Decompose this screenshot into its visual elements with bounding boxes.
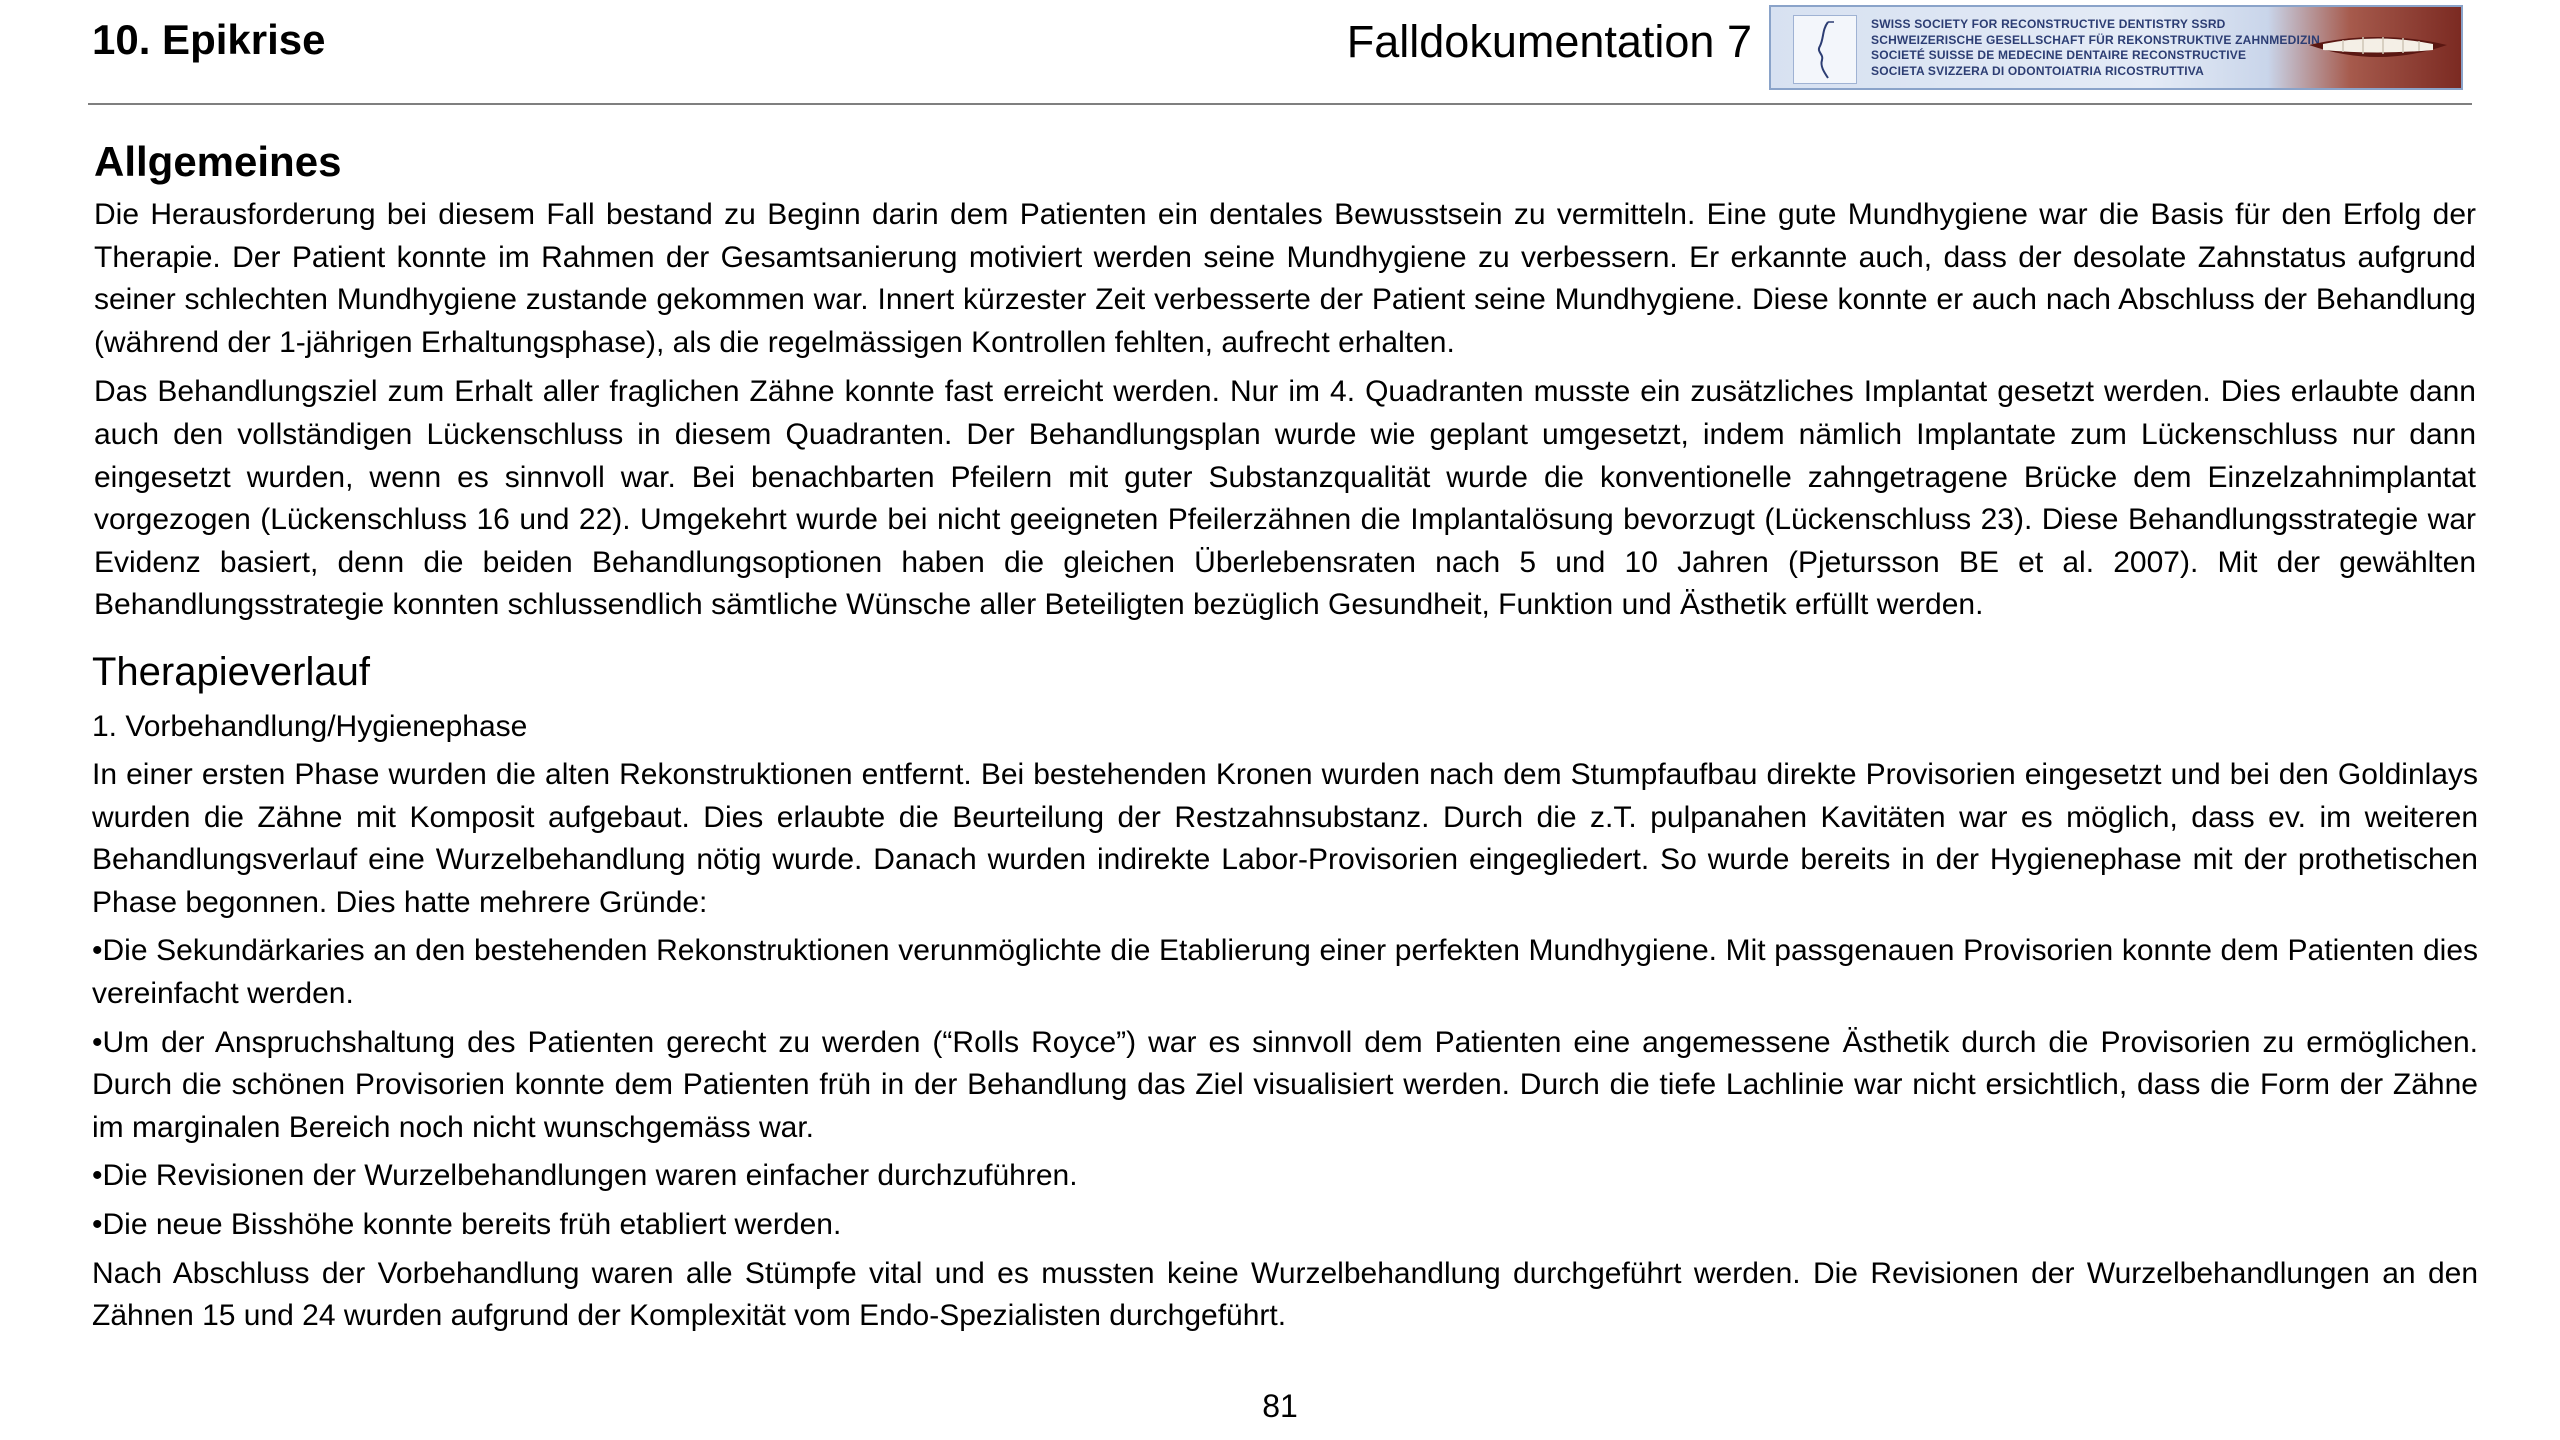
subheading-vorbehandlung: 1. Vorbehandlung/Hygienephase [92,710,528,743]
section-title: 10. Epikrise [92,16,326,63]
paragraph: Nach Abschluss der Vorbehandlung waren alle Stümpfe vital und es mussten keine Wurzelbehandlung durchgeführt werden. Die Revisionen der Wurzelbehandlungen an den Zähnen 15 und 24 wurden aufgrund der Komplexität vom Endo-Spezialisten durchgeführt. [92,1256,2478,1333]
page-number: 81 [1262,1388,1298,1424]
bullet-item: •Die Revisionen der Wurzelbehandlungen waren einfacher durchzuführen. [92,1159,1078,1193]
profile-emblem-icon [1793,15,1857,84]
document-title: Falldokumentation 7 [1346,16,1752,67]
smile-teeth-icon [2303,25,2453,73]
logo-line: SOCIETA SVIZZERA DI ODONTOIATRIA RICOSTRUTTIVA [1871,63,2204,78]
logo-text [1871,17,2320,79]
bullet-item: •Um der Anspruchshaltung des Patienten gerecht zu werden (“Rolls Royce”) war es sinnvoll dem Patienten eine angemessene Ästhetik durch die Provisorien zu ermöglichen. Durch die schönen Provisorien konnte dem Patienten früh in der Behandlung das Ziel visualisiert werden. Durch die tiefe Lachlinie war nicht ersichtlich, dass die Form der Zähne im marginalen Bereich noch nicht wunschgemäss war. [92,1025,2478,1144]
bullet-item: •Die Sekundärkaries an den bestehenden Rekonstruktionen verunmöglichte die Etablierung einer perfekten Mundhygiene. Mit passgenauen Provisorien konnte dem Patienten dies vereinfacht werden. [92,934,2478,1010]
section-allgemeines [94,136,2476,627]
section-therapieverlauf [92,648,2478,1338]
paragraph: In einer ersten Phase wurden die alten Rekonstruktionen entfernt. Bei bestehenden Kronen wurden nach dem Stumpfaufbau direkte Provisorien eingesetzt und bei den Goldinlays wurden die Zähne mit Komposit aufgebaut. Dies erlaubte die Beurteilung der Restzahnsubstanz. Durch die z.T. pulpanahen Kavitäten war es möglich, dass ev. im weiteren Behandlungsverlauf eine Wurzelbehandlung nötig wurde. Danach wurden indirekte Labor-Provisorien eingegliedert. So wurde bereits in der Hygienephase mit der prothetischen Phase begonnen. Dies hatte mehrere Gründe: [92,758,2478,919]
paragraph: Die Herausforderung bei diesem Fall bestand zu Beginn darin dem Patienten ein dentales Bewusstsein zu vermitteln. Eine gute Mundhygiene war die Basis für den Erfolg der Therapie. Der Patient konnte im Rahmen der Gesamtsanierung motiviert werden seine Mundhygiene zu verbessern. Er erkannte auch, dass der desolate Zahnstatus aufgrund seiner schlechten Mundhygiene zustande gekommen war. Innert kürzester Zeit verbesserte der Patient seine Mundhygiene. Diese konnte er auch nach Abschluss der Behandlung (während der 1-jährigen Erhaltungsphase), als die regelmässigen Kontrollen fehlten, aufrecht erhalten. [94,198,2476,359]
paragraph: Das Behandlungsziel zum Erhalt aller fraglichen Zähne konnte fast erreicht werden. Nur im 4. Quadranten musste ein zusätzliches Implantat gesetzt werden. Dies erlaubte dann auch den vollständigen Lückenschluss in diesem Quadranten. Der Behandlungsplan wurde wie geplant umgesetzt, indem nämlich Implantate zum Lückenschluss nur dann eingesetzt wurden, wenn es sinnvoll war. Bei benachbarten Pfeilern mit guter Substanzqualität wurde die konventionelle zahngetragene Brücke dem Einzelzahnimplantat vorgezogen (Lückenschluss 16 und 22). Umgekehrt wurde bei nicht geeigneten Pfeilerzähnen die Implantalösung bevorzugt (Lückenschluss 23). Diese Behandlungsstrategie war Evidenz basiert, denn die beiden Behandlungsoptionen haben die gleichen Überlebensraten nach 5 und 10 Jahren (Pjetursson BE et al. 2007). Mit der gewählten Behandlungsstrategie konnten schlussendlich sämtliche Wünsche aller Beteiligten bezüglich Gesundheit, Funktion und Ästhetik erfüllt werden. [94,375,2476,622]
heading-allgemeines: Allgemeines [94,138,342,185]
logo-line: SOCIETÉ SUISSE DE MEDECINE DENTAIRE RECONSTRUCTIVE [1871,48,2247,62]
heading-therapieverlauf: Therapieverlauf [92,650,370,694]
bullet-item: •Die neue Bisshöhe konnte bereits früh etabliert werden. [92,1207,842,1241]
header-divider [88,103,2472,105]
logo-line: SCHWEIZERISCHE GESELLSCHAFT FÜR REKONSTRUKTIVE ZAHNMEDIZIN [1871,32,2320,47]
ssrd-logo [1769,5,2463,90]
logo-line: SWISS SOCIETY FOR RECONSTRUCTIVE DENTISTRY SSRD [1871,17,2226,31]
